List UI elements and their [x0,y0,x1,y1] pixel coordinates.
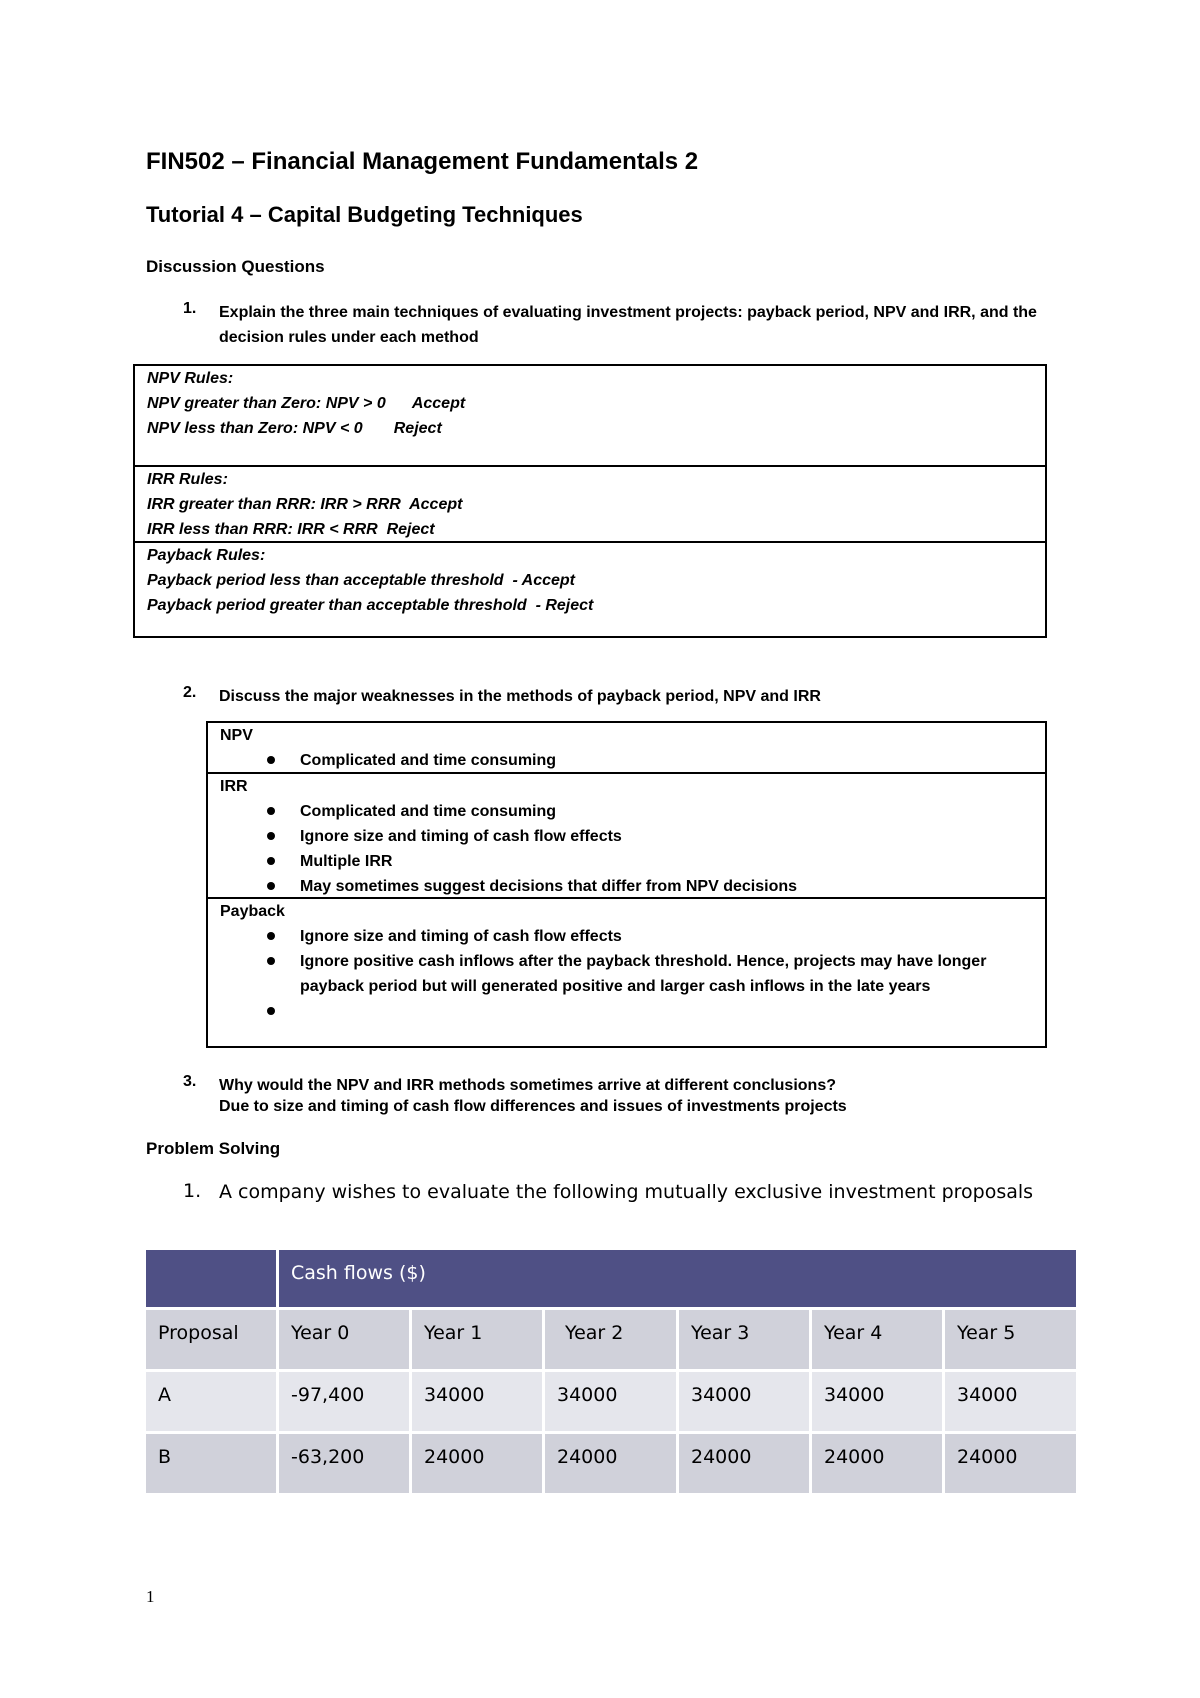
npv-rule-reject: NPV less than Zero: NPV < 0 Reject [147,420,442,437]
column-header: Year 2 [545,1310,676,1369]
table-row [146,1434,1076,1493]
payback-weakness-heading: Payback [220,903,285,920]
list-item [220,824,1045,849]
payback-rules-cell [135,543,1045,636]
irr-weakness-1: Complicated and time consuming [300,803,557,820]
npv-rules-heading: NPV Rules: [147,370,234,387]
column-header: Proposal [146,1310,276,1369]
irr-rules-cell [135,467,1045,543]
question-2-number: 2. [183,684,197,701]
irr-weakness-3: Multiple IRR [300,853,393,870]
table-cell: 24000 [679,1434,809,1493]
table-cell: 34000 [412,1372,542,1431]
list-item [220,949,1045,999]
problem-1-number: 1. [183,1180,202,1202]
bullet-icon [267,756,275,764]
list-item [220,874,1045,899]
payback-weakness-1: Ignore size and timing of cash flow effects [300,928,622,945]
bullet-icon [267,882,275,890]
table-cell: 24000 [545,1434,676,1493]
bullet-icon [267,807,275,815]
tutorial-subtitle: Tutorial 4 – Capital Budgeting Techniques [146,202,583,227]
table-cell: 24000 [812,1434,942,1493]
bullet-icon [267,832,275,840]
payback-rule-reject: Payback period greater than acceptable threshold - Reject [147,597,594,614]
payback-rule-accept: Payback period less than acceptable threshold - Accept [147,572,575,589]
table-cell: -97,400 [279,1372,409,1431]
column-header: Year 5 [945,1310,1076,1369]
payback-weakness-cell [208,899,1045,1046]
list-item [220,999,1045,1024]
table-cell: A [146,1372,276,1431]
table-cell: 24000 [412,1434,542,1493]
cash-flows-header: Cash flows ($) [279,1250,1076,1307]
table-cell: 34000 [945,1372,1076,1431]
irr-rules-heading: IRR Rules: [147,471,228,488]
question-1-number: 1. [183,300,197,317]
table-cell: 34000 [545,1372,676,1431]
bullet-icon [267,957,275,965]
discussion-heading: Discussion Questions [146,257,325,276]
table-cell: B [146,1434,276,1493]
bullet-icon [267,932,275,940]
column-header: Year 4 [812,1310,942,1369]
payback-weakness-2: Ignore positive cash inflows after the payback threshold. Hence, projects may have longer payback period but will generated positive and larger cash inflows in the late years [300,953,987,995]
question-3-text: Why would the NPV and IRR methods sometimes arrive at different conclusions? [219,1077,836,1094]
payback-rules-heading: Payback Rules: [147,547,266,564]
problem-solving-heading: Problem Solving [146,1139,281,1158]
decision-rules-table [133,364,1047,638]
question-1-text: Explain the three main techniques of evaluating investment projects: payback period, NPV and IRR, and the decision rules under each method [219,304,1037,346]
irr-weakness-cell [208,774,1045,899]
list-item [220,849,1045,874]
table-cell: 24000 [945,1434,1076,1493]
document-title: FIN502 – Financial Management Fundamentals 2 [146,148,699,175]
npv-weakness-1: Complicated and time consuming [300,752,557,769]
column-header: Year 3 [679,1310,809,1369]
question-3-answer: Due to size and timing of cash flow differences and issues of investments projects [219,1098,847,1115]
irr-weakness-heading: IRR [220,778,248,795]
npv-weakness-heading: NPV [220,727,253,744]
irr-weakness-2: Ignore size and timing of cash flow effects [300,828,622,845]
npv-rule-accept: NPV greater than Zero: NPV > 0 Accept [147,395,466,412]
bullet-icon [267,1007,275,1015]
irr-rule-reject: IRR less than RRR: IRR < RRR Reject [147,521,435,538]
table-row [146,1372,1076,1431]
column-header: Year 1 [412,1310,542,1369]
cash-flow-table [143,1247,1079,1496]
table-column-header-row [146,1310,1076,1369]
weaknesses-table [206,721,1047,1048]
npv-rules-cell [135,366,1045,467]
table-cell: 34000 [812,1372,942,1431]
page-number: 1 [146,1587,155,1606]
table-cell: 34000 [679,1372,809,1431]
column-header: Year 0 [279,1310,409,1369]
bullet-icon [267,857,275,865]
list-item [220,748,1045,773]
list-item [220,799,1045,824]
irr-weakness-4: May sometimes suggest decisions that differ from NPV decisions [300,878,798,895]
npv-weakness-cell [208,723,1045,774]
problem-1-text: A company wishes to evaluate the following mutually exclusive investment proposals [219,1181,1034,1203]
table-cell: -63,200 [279,1434,409,1493]
question-2-text: Discuss the major weaknesses in the methods of payback period, NPV and IRR [219,688,821,705]
irr-rule-accept: IRR greater than RRR: IRR > RRR Accept [147,496,463,513]
question-3-number: 3. [183,1073,197,1090]
list-item [220,924,1045,949]
table-header-empty-cell [146,1250,276,1307]
table-header-row [146,1250,1076,1307]
